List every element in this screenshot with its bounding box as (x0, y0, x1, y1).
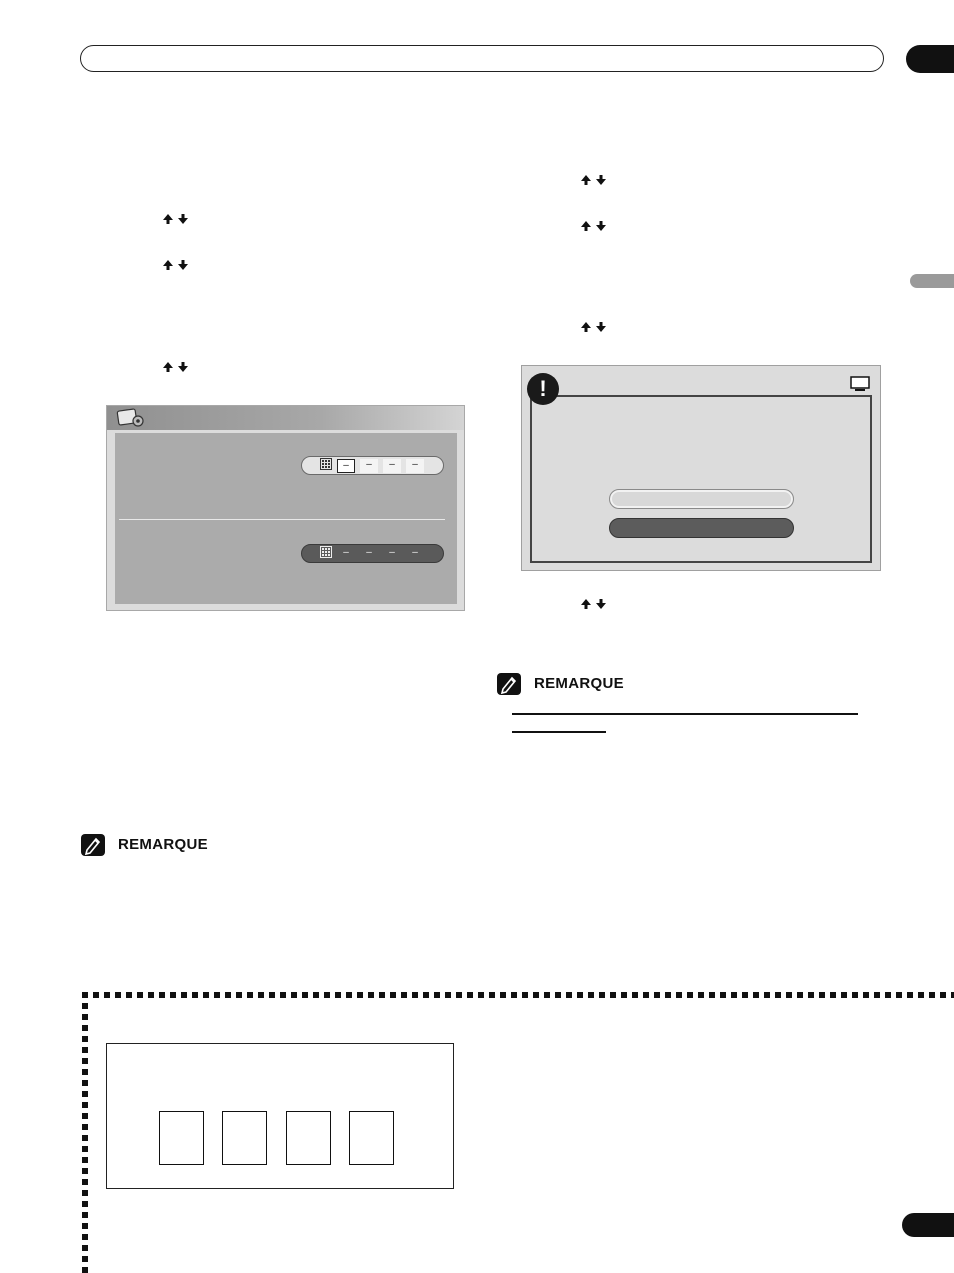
underline-rule (512, 713, 858, 715)
pin-write-box (159, 1111, 204, 1165)
warning-icon: ! (527, 373, 559, 405)
new-pin-field[interactable] (301, 456, 444, 475)
up-down-arrow-icon (162, 212, 192, 226)
pin-digit[interactable]: – (406, 459, 424, 473)
note-pencil-icon (81, 834, 105, 856)
pin-digit[interactable]: – (383, 459, 401, 473)
pin-digit[interactable]: – (366, 546, 372, 558)
keypad-icon (320, 457, 332, 475)
confirm-pin-field[interactable] (301, 544, 444, 563)
pin-digit[interactable]: – (389, 546, 395, 558)
up-down-arrow-icon (580, 219, 610, 233)
tv-icon (850, 376, 870, 397)
chapter-tab (906, 45, 954, 73)
pin-digit[interactable]: – (412, 546, 418, 558)
pin-write-box (222, 1111, 267, 1165)
pin-digit[interactable]: – (337, 459, 355, 473)
panel-divider (119, 519, 445, 520)
note-heading: REMARQUE (118, 836, 208, 853)
dialog-option-button[interactable] (609, 489, 794, 509)
up-down-arrow-icon (162, 360, 192, 374)
up-down-arrow-icon (580, 173, 610, 187)
dialog-option-button-selected[interactable] (609, 518, 794, 538)
header-bar (80, 45, 884, 72)
keypad-icon (320, 545, 332, 563)
pin-write-box (286, 1111, 331, 1165)
up-down-arrow-icon (580, 320, 610, 334)
panel-titlebar (107, 406, 464, 430)
note-pencil-icon (497, 673, 521, 695)
dashed-border-top (82, 992, 954, 998)
settings-icon (116, 407, 146, 434)
pin-digit[interactable]: – (360, 459, 378, 473)
underline-rule (512, 731, 606, 733)
dashed-border-left (82, 992, 88, 1273)
language-side-tab (910, 274, 954, 288)
page-number-tab (902, 1213, 954, 1237)
up-down-arrow-icon (580, 597, 610, 611)
note-heading: REMARQUE (534, 675, 624, 692)
up-down-arrow-icon (162, 258, 192, 272)
pin-digit[interactable]: – (343, 546, 349, 558)
pin-write-box (349, 1111, 394, 1165)
